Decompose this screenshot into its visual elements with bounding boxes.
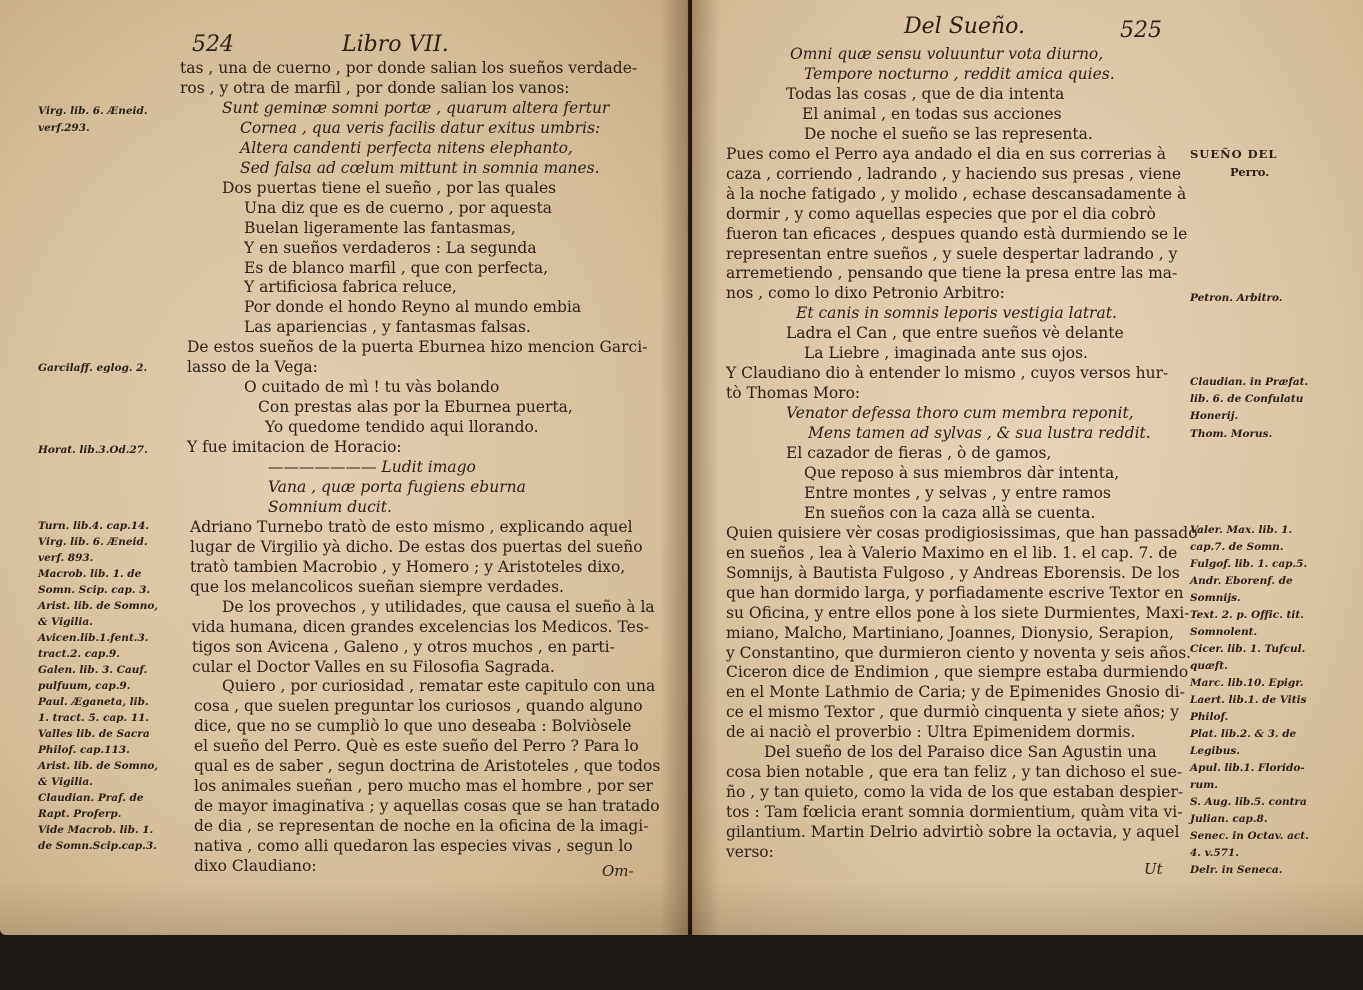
text-line: Quien quisiere vèr cosas prodigiosissimas, que han passado bbox=[726, 523, 1198, 542]
text-line: Las apariencias , y fantasmas falsas. bbox=[244, 318, 531, 337]
text-line: Dos puertas tiene el sueño , por las quales bbox=[222, 178, 557, 197]
text-line: nativa , como alli quedaron las especies vivas , segun lo bbox=[194, 837, 633, 856]
margin-note: de Somn.Scip.cap.3. bbox=[38, 840, 157, 852]
margin-note: 4. v.571. bbox=[1190, 847, 1239, 859]
margin-note: Thom. Morus. bbox=[1190, 428, 1273, 440]
text-line: Que reposo à sus miembros dàr intenta, bbox=[804, 463, 1120, 482]
text-line: cosa , que suelen preguntar los curiosos , quando alguno bbox=[194, 697, 643, 716]
text-line: De noche el sueño se las representa. bbox=[804, 124, 1093, 143]
text-line: su Oficina, y entre ellos pone à los siete Durmientes, Maxi- bbox=[726, 603, 1190, 622]
text-line: Yo quedome tendido aqui llorando. bbox=[265, 418, 539, 437]
text-line: representan entre sueños , y suele despertar ladrando , y bbox=[726, 244, 1178, 263]
text-line: Del sueño de los del Paraiso dice San Agustin una bbox=[764, 743, 1157, 762]
margin-note: Petron. Arbitro. bbox=[1190, 292, 1283, 304]
margin-note: cap.7. de Somn. bbox=[1190, 541, 1284, 553]
text-line: arremetiendo , pensando que tiene la presa entre las ma- bbox=[726, 264, 1178, 283]
text-line: ce el mismo Textor , que durmiò cinquenta y siete años; y bbox=[726, 703, 1180, 722]
text-line: Ladra el Can , que entre sueños vè delante bbox=[786, 324, 1124, 343]
margin-note: Arist. lib. de Somno, bbox=[38, 760, 159, 772]
text-line: Quiero , por curiosidad , rematar este capitulo con una bbox=[222, 677, 656, 696]
text-line: nos , como lo dixo Petronio Arbitro: bbox=[726, 284, 1005, 303]
margin-note: tract.2. cap.9. bbox=[38, 648, 120, 660]
margin-note: Apul. lib.1. Florido- bbox=[1190, 762, 1305, 774]
margin-note: Marc. lib.10. Epigr. bbox=[1190, 677, 1304, 689]
text-line: Pues como el Perro aya andado el dia en sus correrias à bbox=[726, 144, 1166, 163]
margin-note: Philof. bbox=[1190, 711, 1229, 723]
text-line: Una diz que es de cuerno , por aquesta bbox=[244, 198, 552, 217]
margin-note: Valer. Max. lib. 1. bbox=[1190, 524, 1293, 536]
page-shadow bbox=[0, 880, 688, 935]
text-line: verso: bbox=[726, 843, 774, 861]
margin-note: Cicer. lib. 1. Tufcul. bbox=[1190, 643, 1306, 655]
text-line: El animal , en todas sus acciones bbox=[802, 104, 1062, 123]
margin-note: Claudian. Praf. de bbox=[38, 792, 144, 804]
margin-note: Macrob. lib. 1. de bbox=[38, 568, 142, 580]
text-line: cosa bien notable , que era tan feliz , y tan dichoso el sue- bbox=[726, 763, 1183, 782]
margin-note: Claudian. in Præfat. bbox=[1190, 376, 1309, 388]
text-line: Por donde el hondo Reyno al mundo embia bbox=[244, 298, 582, 317]
margin-note: & Vigilia. bbox=[38, 616, 93, 628]
margin-note: Fulgof. lib. 1. cap.5. bbox=[1190, 558, 1308, 570]
margin-note: Virg. lib. 6. Æneid. bbox=[38, 536, 148, 548]
margin-note: Somn. Scip. cap. 3. bbox=[38, 584, 151, 596]
text-line: ——————— Ludit imago bbox=[268, 458, 476, 476]
text-line: O cuitado de mì ! tu vàs bolando bbox=[244, 378, 500, 397]
text-line: lugar de Virgilio yà dicho. De estas dos puertas del sueño bbox=[190, 537, 643, 556]
text-line: en el Monte Lathmio de Caria; y de Epimenides Gnosio di- bbox=[726, 683, 1185, 702]
margin-note: Andr. Eborenf. de bbox=[1190, 575, 1293, 587]
text-line: cular el Doctor Valles en su Filosofia Sagrada. bbox=[192, 657, 555, 676]
margin-note: quæft. bbox=[1190, 660, 1228, 672]
margin-note: Laert. lib.1. de Vitis bbox=[1190, 694, 1307, 706]
text-line: Buelan ligeramente las fantasmas, bbox=[244, 218, 516, 237]
text-line: dixo Claudiano: bbox=[194, 857, 317, 875]
text-line: Y artificiosa fabrica reluce, bbox=[244, 278, 457, 297]
text-line: fueron tan eficaces , despues quando està durmiendo se le bbox=[726, 224, 1188, 243]
margin-note: pulfuum, cap.9. bbox=[38, 680, 131, 692]
running-head-right: Del Sueño. bbox=[904, 14, 1025, 39]
margin-note: Text. 2. p. Offic. tit. bbox=[1190, 609, 1304, 621]
text-line: dormir , y como aquellas especies que por el dia cobrò bbox=[726, 204, 1156, 223]
text-line: De los provechos , y utilidades, que causa el sueño à la bbox=[222, 597, 655, 616]
text-line: en sueños , lea à Valerio Maximo en el lib. 1. el cap. 7. de bbox=[726, 543, 1178, 562]
text-line: dice, que no se cumpliò lo que uno deseaba : Bolviòsele bbox=[194, 717, 632, 736]
margin-note: 1. tract. 5. cap. 11. bbox=[38, 712, 150, 724]
text-line: Venator defessa thoro cum membra reponit, bbox=[786, 404, 1134, 423]
margin-note: Julian. cap.8. bbox=[1190, 813, 1268, 825]
text-line: tos : Tam fœlicia erant somnia dormientium, quàm vita vi- bbox=[726, 803, 1183, 822]
text-line: los animales sueñan , pero mucho mas el hombre , por ser bbox=[194, 777, 654, 796]
margin-note: Plat. lib.2. & 3. de bbox=[1190, 728, 1297, 740]
margin-note: Virg. lib. 6. Æneid. bbox=[38, 105, 148, 117]
text-line: Ciceron dice de Endimion , que siempre estaba durmiendo bbox=[726, 663, 1189, 682]
text-line: Y fue imitacion de Horacio: bbox=[187, 438, 402, 457]
running-head-left: Libro VII. bbox=[342, 32, 449, 57]
text-line: de mayor imaginativa ; y aquellas cosas que se han tratado bbox=[194, 797, 660, 816]
text-line: Somnijs, à Bautista Fulgoso , y Andreas Eborensis. De los bbox=[726, 563, 1180, 582]
text-line: qual es de saber , segun doctrina de Aristoteles , que todos bbox=[194, 757, 661, 776]
margin-note: Arist. lib. de Somno, bbox=[38, 600, 159, 612]
text-line: El cazador de fieras , ò de gamos, bbox=[786, 444, 1052, 462]
text-line: de dia , se representan de noche en la oficina de la imagi- bbox=[194, 817, 649, 836]
text-line: Et canis in somnis leporis vestigia latrat. bbox=[796, 304, 1117, 323]
text-line: de ai naciò el proverbio : Ultra Epimenidem dormis. bbox=[726, 723, 1136, 742]
text-line: y Constantino, que durmieron ciento y noventa y seis años. bbox=[726, 643, 1192, 662]
margin-note: Avicen.lib.1.fent.3. bbox=[38, 632, 149, 644]
margin-note: rum. bbox=[1190, 779, 1218, 791]
text-line: Cornea , qua veris facilis datur exitus umbris: bbox=[240, 118, 601, 137]
right-page bbox=[692, 0, 1363, 935]
margin-note: Galen. lib. 3. Cauf. bbox=[38, 664, 148, 676]
margin-note: Senec. in Octav. act. bbox=[1190, 830, 1309, 842]
margin-note: & Vigilia. bbox=[38, 776, 93, 788]
text-line: Mens tamen ad sylvas , & sua lustra reddit. bbox=[808, 424, 1151, 443]
text-line: miano, Malcho, Martiniano, Joannes, Dionysio, Serapion, bbox=[726, 623, 1174, 642]
margin-note: Garcilaff. eglog. 2. bbox=[38, 362, 148, 374]
text-line: tò Thomas Moro: bbox=[726, 384, 861, 403]
text-line: La Liebre , imaginada ante sus ojos. bbox=[804, 344, 1088, 363]
margin-note: Turn. lib.4. cap.14. bbox=[38, 520, 150, 532]
text-line: caza , corriendo , ladrando , y haciendo sus presas , viene bbox=[726, 164, 1182, 183]
margin-note: lib. 6. de Confulatu bbox=[1190, 393, 1304, 405]
text-line: Con prestas alas por la Eburnea puerta, bbox=[258, 398, 573, 417]
text-line: tigos son Avicena , Galeno , y otros muchos , en parti- bbox=[192, 637, 615, 656]
margin-note: Philof. cap.113. bbox=[38, 744, 130, 756]
text-line: Adriano Turnebo tratò de esto mismo , explicando aquel bbox=[190, 517, 633, 536]
catchword-right: Ut bbox=[1144, 860, 1163, 878]
text-line: Vana , quæ porta fugiens eburna bbox=[268, 477, 526, 496]
margin-note: Legibus. bbox=[1190, 745, 1240, 757]
left-page bbox=[0, 0, 688, 935]
margin-heading-line-1: SUEÑO DEL bbox=[1190, 147, 1278, 161]
text-line: De estos sueños de la puerta Eburnea hizo mencion Garci- bbox=[187, 338, 648, 357]
text-line: vida humana, dicen grandes excelencias los Medicos. Tes- bbox=[192, 617, 650, 636]
text-line: lasso de la Vega: bbox=[187, 358, 318, 377]
margin-note: Vide Macrob. lib. 1. bbox=[38, 824, 154, 836]
margin-note: Rapt. Proferp. bbox=[38, 808, 122, 820]
margin-note: S. Aug. lib.5. contra bbox=[1190, 796, 1307, 808]
text-line: tratò tambien Macrobio , y Homero ; y Aristoteles dixo, bbox=[190, 557, 626, 576]
text-line: Sunt geminæ somni portæ , quarum altera fertur bbox=[222, 98, 610, 117]
text-line: à la noche fatigado , y molido , echase descansadamente à bbox=[726, 184, 1187, 203]
text-line: Tempore nocturno , reddit amica quies. bbox=[804, 64, 1115, 83]
text-line: Omni quæ sensu voluuntur vota diurno, bbox=[790, 45, 1104, 63]
margin-note: Honerij. bbox=[1190, 410, 1239, 422]
text-line: tas , una de cuerno , por donde salian los sueños verdade- bbox=[180, 59, 638, 77]
text-line: gilantium. Martin Delrio advirtiò sobre la octavia, y aquel bbox=[726, 823, 1180, 842]
page-number-left: 524 bbox=[192, 32, 234, 57]
margin-note: verf. 893. bbox=[38, 552, 94, 564]
margin-note: Valles lib. de Sacra bbox=[38, 728, 150, 740]
page-shadow bbox=[692, 880, 1363, 935]
margin-note: Paul. Æganeta, lib. bbox=[38, 696, 149, 708]
margin-note: Somnijs. bbox=[1190, 592, 1241, 604]
margin-note: Horat. lib.3.Od.27. bbox=[38, 444, 148, 456]
margin-note: Delr. in Seneca. bbox=[1190, 864, 1283, 876]
text-line: Es de blanco marfil , que con perfecta, bbox=[244, 258, 549, 277]
text-line: ño , y tan quieto, como la vida de los que estaban despier- bbox=[726, 783, 1184, 802]
text-line: Y Claudiano dio à entender lo mismo , cuyos versos hur- bbox=[726, 364, 1169, 383]
text-line: que han dormido larga, y porfiadamente escrive Textor en bbox=[726, 583, 1184, 602]
page-number-right: 525 bbox=[1120, 18, 1162, 43]
text-line: En sueños con la caza allà se cuenta. bbox=[804, 503, 1096, 522]
text-line: Somnium ducit. bbox=[268, 497, 392, 516]
text-line: ros , y otra de marfil , por donde salian los vanos: bbox=[180, 78, 570, 97]
text-line: el sueño del Perro. Què es este sueño del Perro ? Para lo bbox=[194, 737, 639, 756]
text-line: Todas las cosas , que de dia intenta bbox=[786, 84, 1065, 103]
margin-note: Somnolent. bbox=[1190, 626, 1258, 638]
text-line: Altera candenti perfecta nitens elephanto, bbox=[240, 138, 573, 157]
margin-note: verf.293. bbox=[38, 122, 90, 134]
text-line: que los melancolicos sueñan siempre verdades. bbox=[190, 577, 564, 596]
text-line: Sed falsa ad cœlum mittunt in somnia manes. bbox=[240, 158, 600, 177]
text-line: Y en sueños verdaderos : La segunda bbox=[244, 238, 537, 257]
margin-heading-line-2: Perro. bbox=[1230, 165, 1270, 179]
catchword-left: Om- bbox=[602, 862, 634, 880]
text-line: Entre montes , y selvas , y entre ramos bbox=[804, 483, 1111, 502]
